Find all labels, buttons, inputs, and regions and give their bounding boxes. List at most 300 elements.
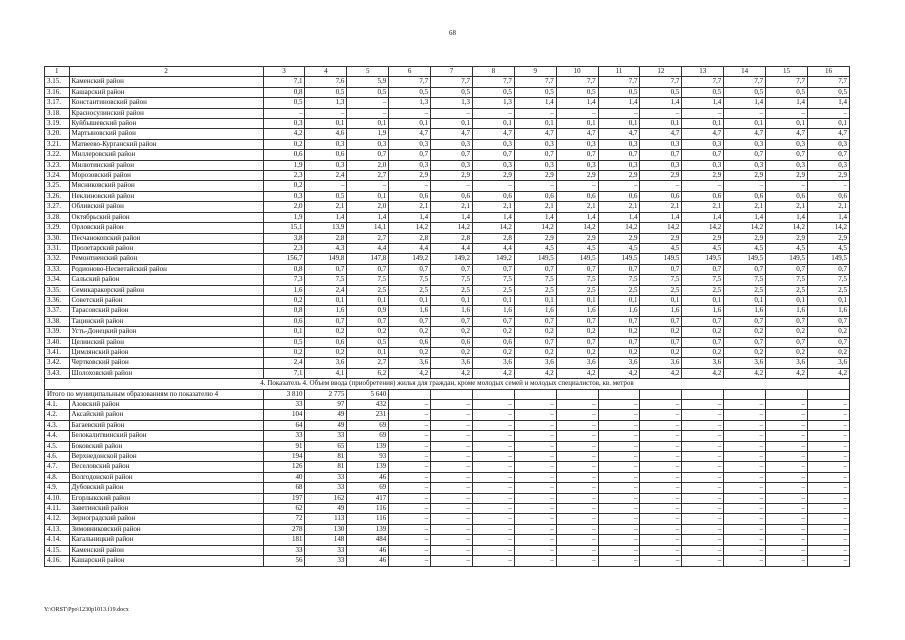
district-name: Тарасовский район	[69, 306, 263, 316]
value-cell: –	[682, 400, 724, 410]
value-cell: 4,2	[431, 368, 473, 378]
table-row	[45, 337, 850, 347]
value-cell: 2,9	[682, 233, 724, 243]
value-cell: 2,4	[263, 358, 305, 368]
value-cell: –	[514, 535, 556, 545]
column-number: 12	[640, 67, 682, 77]
value-cell: 0,1	[598, 119, 640, 129]
value-cell: 2,0	[347, 160, 389, 170]
district-name: Веселовский район	[69, 462, 263, 472]
table-row	[45, 472, 850, 482]
value-cell: 3,6	[305, 358, 347, 368]
value-cell: 3,6	[556, 358, 598, 368]
value-cell: 3,6	[431, 358, 473, 368]
value-cell: 6,2	[347, 368, 389, 378]
value-cell: 0,3	[682, 160, 724, 170]
value-cell: 278	[263, 524, 305, 534]
value-cell: 0,5	[263, 337, 305, 347]
value-cell: –	[556, 108, 598, 118]
value-cell: 56	[263, 556, 305, 566]
district-name: Куйбышевский район	[69, 119, 263, 129]
value-cell: 1,4	[598, 98, 640, 108]
value-cell: –	[640, 108, 682, 118]
value-cell: 0,3	[640, 139, 682, 149]
value-cell: 14,2	[556, 223, 598, 233]
value-cell: 2,9	[724, 171, 766, 181]
value-cell: 0,7	[514, 337, 556, 347]
value-cell: –	[472, 535, 514, 545]
value-cell: 148	[305, 535, 347, 545]
value-cell: 14,2	[766, 223, 808, 233]
value-cell: 231	[347, 410, 389, 420]
value-cell: 3,6	[514, 358, 556, 368]
table-row	[45, 535, 850, 545]
row-index: 3.43.	[45, 368, 70, 378]
row-index: 3.27.	[45, 202, 70, 212]
value-cell: 0,6	[305, 150, 347, 160]
district-name: Мартыновский район	[69, 129, 263, 139]
value-cell: –	[640, 504, 682, 514]
table-row	[45, 410, 850, 420]
value-cell: 14,2	[682, 223, 724, 233]
value-cell: –	[514, 420, 556, 430]
value-cell: –	[556, 514, 598, 524]
value-cell: 7,6	[305, 77, 347, 87]
row-index: 3.41.	[45, 347, 70, 357]
value-cell: 2,9	[640, 233, 682, 243]
value-cell: 0,2	[263, 139, 305, 149]
row-index: 4.2.	[45, 410, 70, 420]
value-cell: 2,1	[807, 202, 849, 212]
value-cell: 2,9	[514, 233, 556, 243]
value-cell: 0,1	[431, 295, 473, 305]
value-cell: –	[598, 514, 640, 524]
value-cell: 113	[305, 514, 347, 524]
value-cell: 33	[305, 545, 347, 555]
row-index: 3.42.	[45, 358, 70, 368]
value-cell: –	[682, 431, 724, 441]
value-cell: 0,6	[472, 191, 514, 201]
value-cell: –	[766, 400, 808, 410]
value-cell: 139	[347, 441, 389, 451]
value-cell: 0,5	[347, 337, 389, 347]
value-cell: 0,1	[766, 119, 808, 129]
row-index: 3.33.	[45, 264, 70, 274]
data-table	[44, 66, 850, 567]
value-cell: –	[682, 181, 724, 191]
value-cell: 0,2	[389, 327, 431, 337]
district-name: Боковский район	[69, 441, 263, 451]
value-cell: –	[347, 181, 389, 191]
value-cell: 0,5	[305, 87, 347, 97]
value-cell: 194	[263, 452, 305, 462]
value-cell: –	[640, 441, 682, 451]
value-cell: –	[640, 535, 682, 545]
value-cell: 46	[347, 556, 389, 566]
value-cell: –	[640, 452, 682, 462]
district-name: Каменский район	[69, 77, 263, 87]
district-name: Неклиновский район	[69, 191, 263, 201]
value-cell: 4,5	[556, 243, 598, 253]
value-cell: 2,5	[766, 285, 808, 295]
value-cell: –	[598, 483, 640, 493]
total-value	[556, 389, 598, 399]
value-cell: 4,2	[766, 368, 808, 378]
value-cell: 4,5	[724, 243, 766, 253]
value-cell: 46	[347, 545, 389, 555]
district-name: Красносулинский район	[69, 108, 263, 118]
value-cell: –	[724, 431, 766, 441]
value-cell: –	[472, 400, 514, 410]
value-cell: 7,7	[556, 77, 598, 87]
value-cell: 0,7	[514, 150, 556, 160]
table-row	[45, 556, 850, 566]
value-cell: –	[556, 462, 598, 472]
table-row	[45, 202, 850, 212]
value-cell: 2,9	[556, 171, 598, 181]
row-index: 3.32.	[45, 254, 70, 264]
value-cell: 0,1	[263, 327, 305, 337]
value-cell: –	[640, 514, 682, 524]
district-name: Обливский район	[69, 202, 263, 212]
district-name: Каменский район	[69, 545, 263, 555]
table-row	[45, 139, 850, 149]
value-cell: –	[598, 441, 640, 451]
value-cell: 1,6	[766, 306, 808, 316]
column-number: 2	[69, 67, 263, 77]
value-cell: 49	[305, 420, 347, 430]
value-cell: –	[766, 556, 808, 566]
row-index: 3.25.	[45, 181, 70, 191]
value-cell: 0,7	[389, 150, 431, 160]
row-index: 3.21.	[45, 139, 70, 149]
value-cell: 0,1	[640, 119, 682, 129]
value-cell: 156,7	[263, 254, 305, 264]
value-cell: –	[598, 535, 640, 545]
value-cell: 2,7	[347, 171, 389, 181]
value-cell: 1,9	[347, 129, 389, 139]
value-cell: 0,7	[807, 264, 849, 274]
value-cell: –	[682, 556, 724, 566]
value-cell: 2,1	[514, 202, 556, 212]
value-cell: 4,7	[766, 129, 808, 139]
value-cell: 1,6	[263, 285, 305, 295]
value-cell: 33	[305, 431, 347, 441]
value-cell: 0,1	[807, 119, 849, 129]
value-cell: 7,7	[431, 77, 473, 87]
value-cell: 0,7	[640, 150, 682, 160]
value-cell: 2,9	[682, 171, 724, 181]
value-cell: 2,5	[807, 285, 849, 295]
district-name: Целинский район	[69, 337, 263, 347]
value-cell: –	[598, 452, 640, 462]
value-cell: 4,4	[431, 243, 473, 253]
value-cell: 4,2	[724, 368, 766, 378]
value-cell: –	[305, 108, 347, 118]
value-cell: 4,2	[514, 368, 556, 378]
value-cell: 0,7	[556, 316, 598, 326]
value-cell: 2,1	[431, 202, 473, 212]
value-cell: 0,3	[766, 160, 808, 170]
value-cell: –	[389, 441, 431, 451]
value-cell: 1,4	[389, 212, 431, 222]
value-cell: 2,1	[640, 202, 682, 212]
column-number: 4	[305, 67, 347, 77]
value-cell: –	[640, 431, 682, 441]
district-name: Сальский район	[69, 275, 263, 285]
value-cell: 0,1	[514, 119, 556, 129]
column-number: 15	[766, 67, 808, 77]
value-cell: –	[807, 535, 849, 545]
value-cell: –	[766, 410, 808, 420]
value-cell: 1,4	[682, 98, 724, 108]
table-row	[45, 483, 850, 493]
value-cell: –	[807, 483, 849, 493]
value-cell: 0,1	[347, 347, 389, 357]
value-cell: 149,2	[431, 254, 473, 264]
value-cell: 4,1	[305, 368, 347, 378]
value-cell: 46	[347, 472, 389, 482]
value-cell: 0,7	[305, 264, 347, 274]
value-cell: –	[556, 535, 598, 545]
row-index: 4.11.	[45, 504, 70, 514]
value-cell: 0,7	[598, 264, 640, 274]
district-name: Песчанокопский район	[69, 233, 263, 243]
value-cell: –	[431, 556, 473, 566]
value-cell: –	[724, 483, 766, 493]
value-cell: 0,2	[472, 327, 514, 337]
value-cell: –	[807, 556, 849, 566]
value-cell: 0,2	[305, 327, 347, 337]
value-cell: 7,5	[472, 275, 514, 285]
value-cell: 1,4	[514, 98, 556, 108]
district-name: Заветинский район	[69, 504, 263, 514]
value-cell: 0,2	[431, 347, 473, 357]
value-cell: –	[598, 462, 640, 472]
total-value	[514, 389, 556, 399]
value-cell: 14,2	[514, 223, 556, 233]
value-cell: 4,2	[556, 368, 598, 378]
value-cell: 116	[347, 504, 389, 514]
value-cell: 0,7	[431, 150, 473, 160]
value-cell: 116	[347, 514, 389, 524]
value-cell: 0,7	[472, 316, 514, 326]
value-cell: 1,9	[263, 212, 305, 222]
value-cell: 49	[305, 504, 347, 514]
table-row	[45, 191, 850, 201]
value-cell: 149,8	[305, 254, 347, 264]
value-cell: 7,5	[556, 275, 598, 285]
value-cell: –	[431, 514, 473, 524]
value-cell: 2,1	[682, 202, 724, 212]
value-cell: 4,7	[514, 129, 556, 139]
value-cell: –	[640, 400, 682, 410]
row-index: 3.35.	[45, 285, 70, 295]
section-title-row	[45, 379, 850, 389]
table-row	[45, 285, 850, 295]
value-cell: 1,3	[431, 98, 473, 108]
row-index: 4.8.	[45, 472, 70, 482]
value-cell: 64	[263, 420, 305, 430]
value-cell: 0,7	[431, 316, 473, 326]
value-cell: 2,9	[807, 233, 849, 243]
value-cell: 0,7	[766, 264, 808, 274]
column-number: 6	[389, 67, 431, 77]
table-row	[45, 316, 850, 326]
value-cell: 1,3	[305, 98, 347, 108]
row-index: 3.39.	[45, 327, 70, 337]
district-name: Советский район	[69, 295, 263, 305]
value-cell: 4,2	[598, 368, 640, 378]
value-cell: 0,1	[305, 295, 347, 305]
value-cell: 15,1	[263, 223, 305, 233]
value-cell: 4,7	[598, 129, 640, 139]
value-cell: –	[556, 483, 598, 493]
value-cell: –	[389, 524, 431, 534]
table-row	[45, 181, 850, 191]
value-cell: 2,9	[807, 171, 849, 181]
value-cell: 4,5	[682, 243, 724, 253]
value-cell: –	[598, 431, 640, 441]
value-cell: 14,2	[431, 223, 473, 233]
table-row	[45, 504, 850, 514]
value-cell: 0,7	[556, 337, 598, 347]
value-cell: 149,2	[472, 254, 514, 264]
value-cell: 0,3	[514, 139, 556, 149]
value-cell: 0,2	[305, 347, 347, 357]
value-cell: –	[807, 181, 849, 191]
value-cell: –	[472, 483, 514, 493]
value-cell: 7,7	[598, 77, 640, 87]
footer-path: Y:\ORST\Ppo\1230p1013.f19.docx	[44, 607, 129, 613]
row-index: 4.16.	[45, 556, 70, 566]
table-row	[45, 524, 850, 534]
value-cell: –	[640, 524, 682, 534]
value-cell: 0,7	[514, 264, 556, 274]
value-cell: –	[514, 524, 556, 534]
value-cell: 3,6	[807, 358, 849, 368]
value-cell: –	[766, 483, 808, 493]
value-cell: –	[347, 98, 389, 108]
value-cell: 0,7	[807, 337, 849, 347]
row-index: 4.7.	[45, 462, 70, 472]
value-cell: –	[263, 108, 305, 118]
value-cell: –	[514, 556, 556, 566]
value-cell: 0,7	[514, 316, 556, 326]
value-cell: 0,2	[556, 327, 598, 337]
value-cell: 0,6	[431, 191, 473, 201]
value-cell: 7,5	[640, 275, 682, 285]
value-cell: 0,1	[389, 295, 431, 305]
value-cell: –	[807, 545, 849, 555]
row-index: 4.15.	[45, 545, 70, 555]
table-row	[45, 160, 850, 170]
value-cell: 7,5	[389, 275, 431, 285]
value-cell: –	[514, 441, 556, 451]
row-index: 3.30.	[45, 233, 70, 243]
value-cell: 4,2	[640, 368, 682, 378]
value-cell: 2,9	[766, 233, 808, 243]
value-cell: –	[472, 493, 514, 503]
value-cell: 1,4	[347, 212, 389, 222]
row-index: 3.15.	[45, 77, 70, 87]
value-cell: 0,3	[807, 139, 849, 149]
value-cell: –	[431, 483, 473, 493]
value-cell: –	[472, 524, 514, 534]
value-cell: –	[431, 524, 473, 534]
value-cell: –	[472, 108, 514, 118]
value-cell: –	[807, 524, 849, 534]
value-cell: 0,5	[347, 87, 389, 97]
value-cell: 149,5	[682, 254, 724, 264]
column-number: 3	[263, 67, 305, 77]
value-cell: 0,2	[598, 347, 640, 357]
value-cell: –	[766, 108, 808, 118]
row-index: 3.31.	[45, 243, 70, 253]
value-cell: 0,7	[682, 264, 724, 274]
value-cell: 0,1	[682, 295, 724, 305]
value-cell: 7,7	[514, 77, 556, 87]
value-cell: 7,1	[263, 77, 305, 87]
value-cell: 4,7	[682, 129, 724, 139]
value-cell: 0,1	[640, 295, 682, 305]
table-row	[45, 327, 850, 337]
value-cell: 0,6	[640, 191, 682, 201]
value-cell: 65	[305, 441, 347, 451]
value-cell: 1,3	[389, 98, 431, 108]
value-cell: 0,7	[766, 316, 808, 326]
value-cell: 1,4	[682, 212, 724, 222]
table-row	[45, 545, 850, 555]
value-cell: 0,2	[724, 347, 766, 357]
value-cell: 0,3	[263, 119, 305, 129]
value-cell: 1,3	[472, 98, 514, 108]
value-cell: 2,8	[389, 233, 431, 243]
row-index: 4.4.	[45, 431, 70, 441]
value-cell: 0,7	[598, 150, 640, 160]
total-value	[766, 389, 808, 399]
value-cell: –	[431, 431, 473, 441]
table-row	[45, 264, 850, 274]
value-cell: 1,4	[598, 212, 640, 222]
district-name: Цимлянский район	[69, 347, 263, 357]
value-cell: 1,4	[766, 98, 808, 108]
total-label: Итого по муниципальным образованиям по показателю 4	[45, 389, 264, 399]
value-cell: 2,9	[598, 171, 640, 181]
value-cell: 0,1	[472, 295, 514, 305]
value-cell: 0,6	[807, 191, 849, 201]
value-cell: –	[431, 181, 473, 191]
row-index: 4.13.	[45, 524, 70, 534]
value-cell: 0,7	[431, 264, 473, 274]
value-cell: –	[598, 410, 640, 420]
value-cell: 0,3	[347, 139, 389, 149]
value-cell: –	[472, 431, 514, 441]
value-cell: 0,7	[766, 337, 808, 347]
value-cell: 0,8	[263, 306, 305, 316]
value-cell: 4,7	[640, 129, 682, 139]
value-cell: 0,2	[472, 347, 514, 357]
district-name: Кашарский район	[69, 556, 263, 566]
total-value: 3 810	[263, 389, 305, 399]
value-cell: 0,3	[556, 160, 598, 170]
value-cell: –	[472, 181, 514, 191]
row-index: 4.9.	[45, 483, 70, 493]
value-cell: 2,0	[263, 202, 305, 212]
value-cell: –	[347, 108, 389, 118]
value-cell: –	[807, 493, 849, 503]
value-cell: 0,7	[472, 264, 514, 274]
